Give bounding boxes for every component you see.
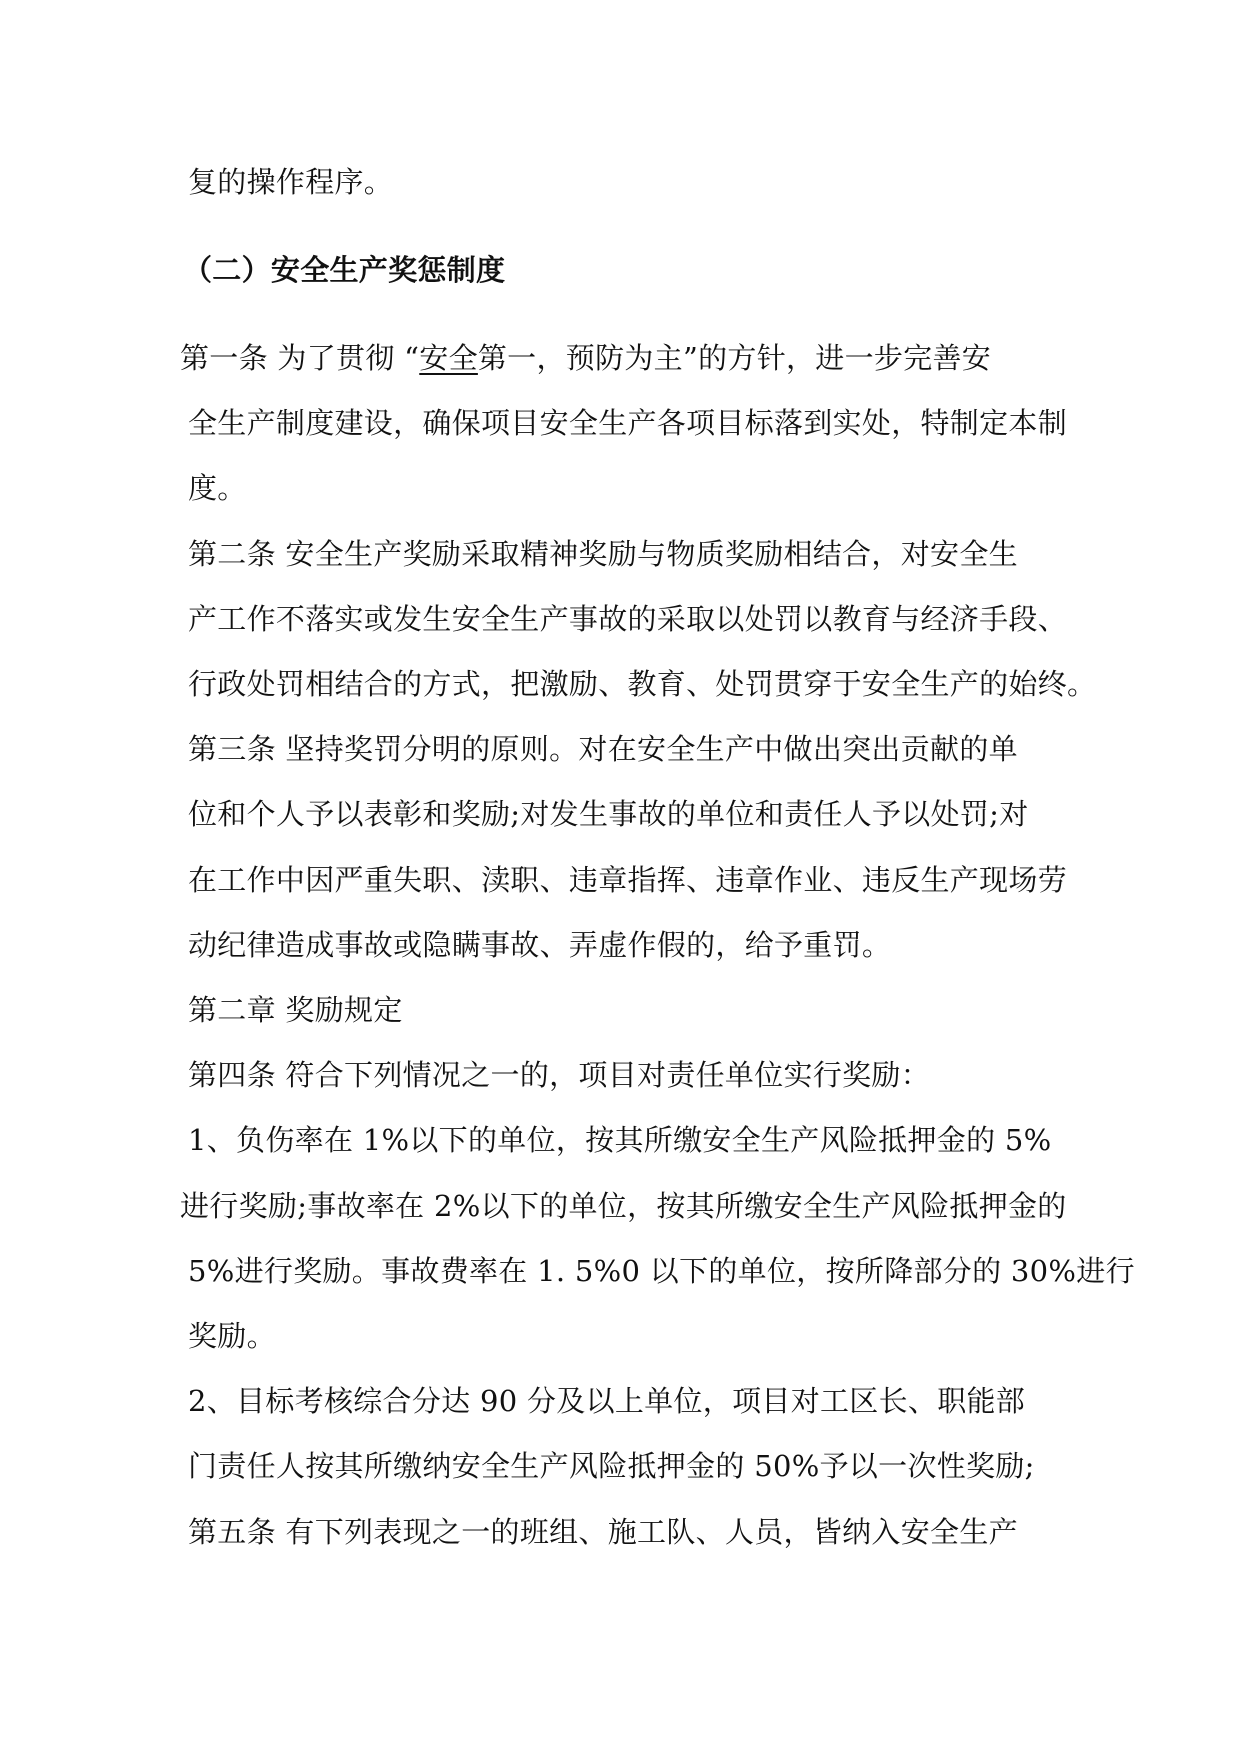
text-line: 第三条 坚持奖罚分明的原则。对在安全生产中做出突出贡献的单 — [188, 732, 1018, 766]
text-line: 位和个人予以表彰和奖励;对发生事故的单位和责任人予以处罚;对 — [188, 797, 1029, 831]
text-segment: 第一，预防为主”的方针，进一步完善安 — [477, 341, 992, 375]
text-line: 进行奖励;事故率在 2%以下的单位，按其所缴安全生产风险抵押金的 — [180, 1189, 1067, 1223]
text-line: 动纪律造成事故或隐瞒事故、弄虚作假的，给予重罚。 — [188, 928, 892, 962]
text-line: 第五条 有下列表现之一的班组、施工队、人员，皆纳入安全生产 — [188, 1515, 1018, 1549]
text-line: 在工作中因严重失职、渎职、违章指挥、违章作业、违反生产现场劳 — [188, 863, 1068, 897]
text-line: 度。 — [188, 471, 247, 505]
text-line: 产工作不落实或发生安全生产事故的采取以处罚以教育与经济手段、 — [188, 602, 1068, 636]
text-segment: 第一条 为了贯彻 “ — [180, 341, 420, 375]
text-line-article-1 — [180, 338, 991, 378]
text-line: 行政处罚相结合的方式，把激励、教育、处罚贯穿于安全生产的始终。 — [188, 667, 1097, 701]
text-line: 复的操作程序。 — [188, 165, 394, 199]
text-line: 第四条 符合下列情况之一的，项目对责任单位实行奖励： — [188, 1058, 931, 1092]
section-heading: （二）安全生产奖惩制度 — [183, 253, 506, 287]
text-line: 奖励。 — [188, 1319, 276, 1353]
text-line: 第二条 安全生产奖励采取精神奖励与物质奖励相结合，对安全生 — [188, 537, 1018, 571]
text-line: 全生产制度建设，确保项目安全生产各项目标落到实处，特制定本制 — [188, 406, 1068, 440]
chapter-heading: 第二章 奖励规定 — [188, 993, 403, 1027]
text-line: 门责任人按其所缴纳安全生产风险抵押金的 50%予以一次性奖励; — [188, 1449, 1035, 1483]
text-line: 2、目标考核综合分达 90 分及以上单位，项目对工区长、职能部 — [188, 1384, 1026, 1418]
text-line: 5%进行奖励。事故费率在 1. 5%0 以下的单位，按所降部分的 30%进行 — [188, 1254, 1135, 1288]
text-line: 1、负伤率在 1%以下的单位，按其所缴安全生产风险抵押金的 5% — [188, 1123, 1052, 1157]
underlined-word: 安全 — [419, 341, 478, 375]
